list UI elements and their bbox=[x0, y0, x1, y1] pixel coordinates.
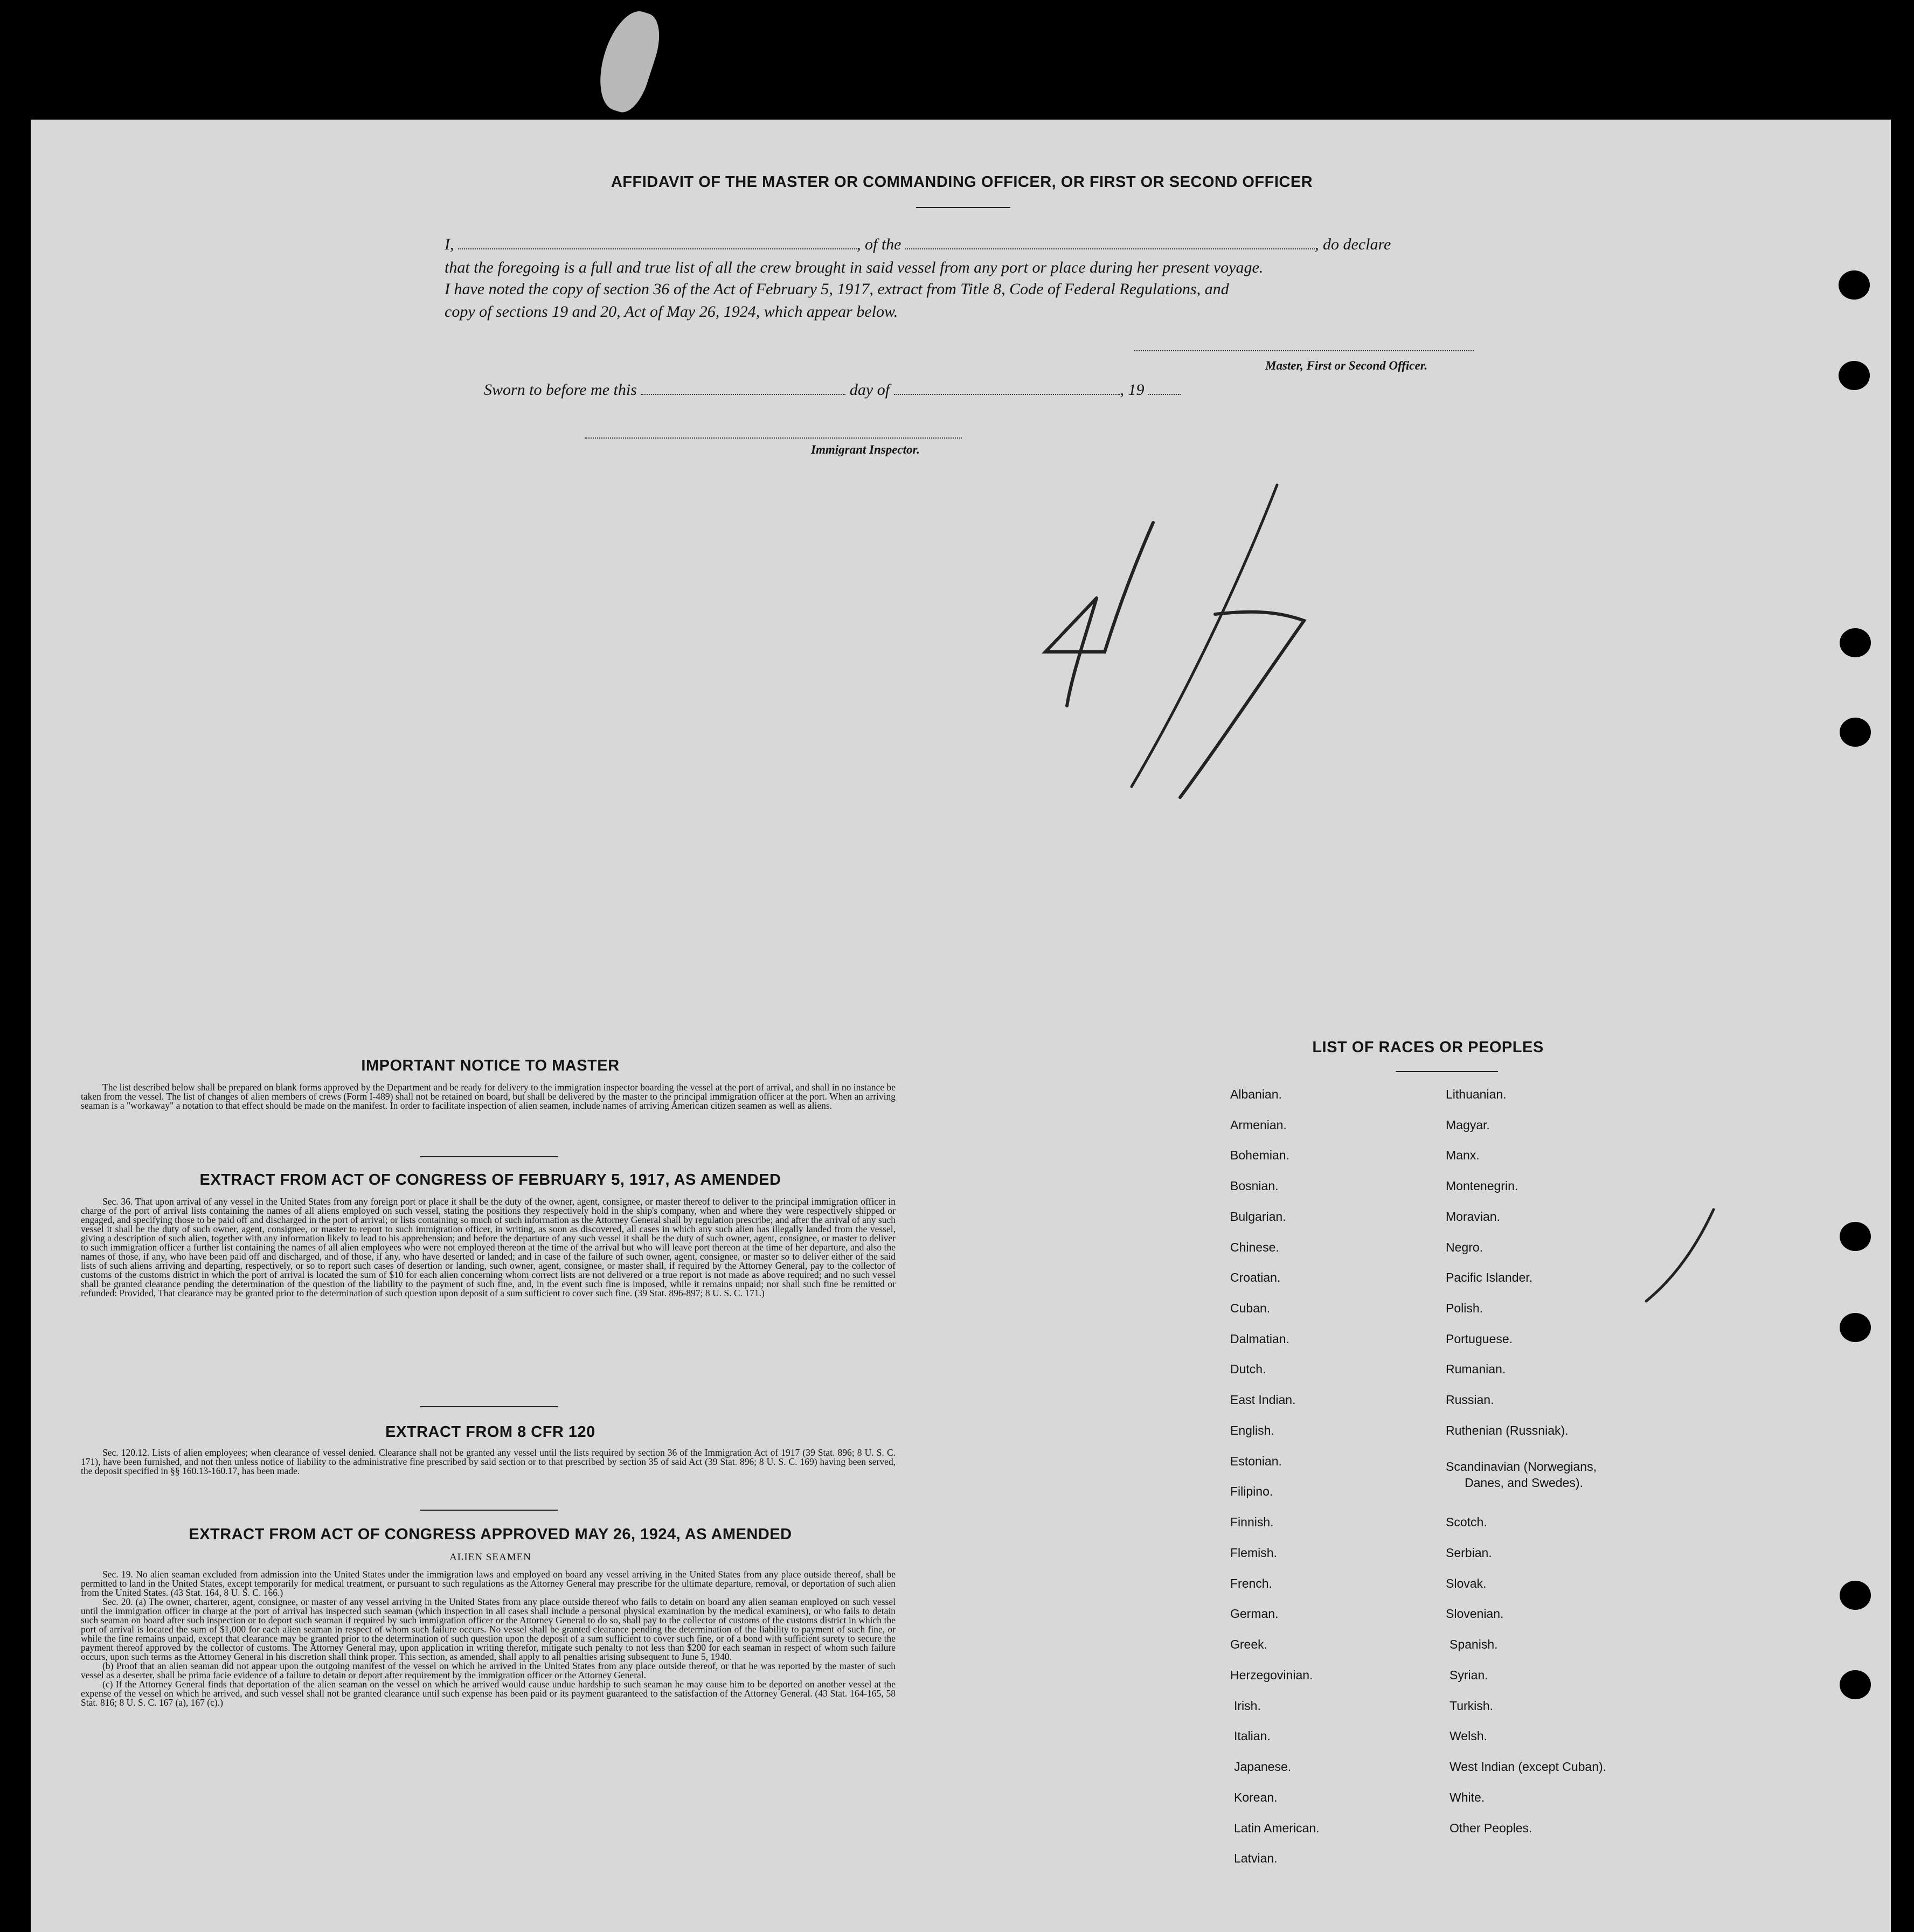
race-item: West Indian (except Cuban). bbox=[1450, 1760, 1607, 1774]
divider bbox=[1396, 1071, 1498, 1072]
race-item: Montenegrin. bbox=[1446, 1179, 1518, 1193]
race-item: Estonian. bbox=[1230, 1454, 1282, 1468]
race-item: Magyar. bbox=[1446, 1118, 1490, 1132]
race-item: German. bbox=[1230, 1607, 1279, 1621]
affidavit-line-4: copy of sections 19 and 20, Act of May 26, 1924, which appear below. bbox=[445, 303, 898, 321]
race-item: Latvian. bbox=[1234, 1851, 1278, 1865]
divider bbox=[916, 207, 1010, 208]
divider bbox=[420, 1406, 558, 1407]
race-item: Spanish. bbox=[1450, 1637, 1498, 1651]
race-item: Syrian. bbox=[1450, 1668, 1488, 1682]
affidavit-line-3: I have noted the copy of section 36 of the Act of February 5, 1917, extract from Title 8, Code of Federal Regulations, and bbox=[445, 280, 1229, 298]
punch-hole bbox=[1840, 718, 1871, 747]
race-item: Turkish. bbox=[1450, 1699, 1493, 1713]
race-item: Other Peoples. bbox=[1450, 1821, 1532, 1835]
extract-1917-paragraph: Sec. 36. That upon arrival of any vessel in the United States from any foreign port or place it shall be the duty of the owner, agent, consignee, or master thereof to deliver to the principal immigration officer in charge of the port of arrival lists containing the names of all aliens employed on such vessel, stating the positions they respectively hold in the ship's company, when and where they were respectively shipped or engaged, and specifying those to be paid off and discharged in the port of arrival; or lists containing so much of such information as the Attorney General shall by regulation prescribe; and after the arrival of any such vessel it shall be the duty of such owner, agent, consignee, or master to report to such immigration officer, in writing, as soon as discovered, all cases in which any such alien has illegally landed from the vessel, giving a description of such alien, together with any information likely to lead to his apprehension; and before the departure of any such vessel it shall be the duty of such owner, agent, consignee, or master to deliver to such immigration officer a further list containing the names of all alien employees who were not employed thereon at the time of the arrival but who will leave port thereon at the time of her departure, and also the names of those, if any, who have been paid off and discharged, and of those, if any, who have deserted or landed; and in case of the failure of such owner, agent, consignee, or master so to deliver either of the said lists of such aliens arriving and departing, respectively, or so to report such cases of desertion or landing, such owner, agent, consignee, or master shall, if required by the Attorney General, pay to the collector of customs of the customs district in which the port of arrival is located the sum of $10 for each alien concerning whom correct lists are not delivered or a true report is not made as above required; and no such vessel shall be granted clearance pending the determination of the question of the liability to the payment of such fine, and, in the event such fine is imposed, while it remains unpaid; nor shall such fine be remitted or refunded: Provided, That clearance may be granted prior to the determination of such question upon deposit of a sum sufficient to cover such fine. (39 Stat. 896-897; 8 U. S. C. 171.) bbox=[81, 1196, 896, 1298]
race-item: Japanese. bbox=[1234, 1760, 1292, 1774]
race-item: Bohemian. bbox=[1230, 1148, 1289, 1162]
day-of-label: day of bbox=[849, 381, 890, 399]
race-item: Korean. bbox=[1234, 1790, 1278, 1804]
sworn-line bbox=[484, 381, 1292, 399]
extract-1917-title: EXTRACT FROM ACT OF CONGRESS OF FEBRUARY 5, 1917, AS AMENDED bbox=[199, 1171, 781, 1189]
race-item: Chinese. bbox=[1230, 1240, 1279, 1254]
race-item: Albanian. bbox=[1230, 1087, 1282, 1101]
master-signature-line bbox=[1134, 350, 1474, 351]
race-item: French. bbox=[1230, 1576, 1272, 1590]
divider bbox=[420, 1510, 558, 1511]
extract-1924-paragraph-1: Sec. 19. No alien seaman excluded from admission into the United States under the immigration laws and employed on board any vessel arriving in the United States from any place outside thereof, shall be permitted to land in the United States, except temporarily for medical treatment, or pursuant to such regulations as the Attorney General may prescribe for the ultimate departure, removal, or deportation of such alien from the United States. (43 Stat. 164, 8 U. S. C. 166.) bbox=[81, 1569, 896, 1598]
race-item: Serbian. bbox=[1446, 1546, 1492, 1560]
race-item: Latin American. bbox=[1234, 1821, 1320, 1835]
race-item: Italian. bbox=[1234, 1729, 1271, 1743]
race-item: Manx. bbox=[1446, 1148, 1480, 1162]
extract-1924-paragraph-4: (c) If the Attorney General finds that deportation of the alien seaman on the vessel on which he arrived would cause undue hardship to such seaman he may cause him to be deported on another vessel at the expense of the vessel on which he arrived, and such vessel shall not be granted clearance until such expense has been paid or its payment guaranteed to the satisfaction of the Attorney General. (43 Stat. 164-165, 58 Stat. 816; 8 U. S. C. 167 (a), 167 (c).) bbox=[81, 1679, 896, 1708]
race-item: Bosnian. bbox=[1230, 1179, 1279, 1193]
race-item: English. bbox=[1230, 1423, 1274, 1437]
punch-hole bbox=[1839, 270, 1870, 300]
races-title: LIST OF RACES OR PEOPLES bbox=[1312, 1039, 1544, 1056]
extract-1924-subtitle: ALIEN SEAMEN bbox=[449, 1552, 531, 1563]
affidavit-i: I, bbox=[445, 235, 454, 253]
race-item: Scotch. bbox=[1446, 1515, 1487, 1529]
race-item: Irish. bbox=[1234, 1699, 1261, 1713]
punch-hole bbox=[1840, 628, 1871, 657]
extract-1917-text bbox=[81, 1197, 896, 1298]
race-item: Lithuanian. bbox=[1446, 1087, 1507, 1101]
race-item: Slovak. bbox=[1446, 1576, 1487, 1590]
punch-hole bbox=[1840, 1222, 1871, 1251]
affidavit-line-2: that the foregoing is a full and true list of all the crew brought in said vessel from any port or place during her present voyage. bbox=[445, 259, 1264, 276]
punch-hole bbox=[1840, 1581, 1871, 1610]
race-item: Rumanian. bbox=[1446, 1362, 1506, 1376]
affidavit-do-declare: , do declare bbox=[1315, 235, 1391, 253]
extract-1924-title: EXTRACT FROM ACT OF CONGRESS APPROVED MAY 26, 1924, AS AMENDED bbox=[189, 1526, 792, 1543]
race-item: Armenian. bbox=[1230, 1118, 1287, 1132]
affidavit-line-1 bbox=[445, 235, 1482, 254]
notice-paragraph: The list described below shall be prepared on blank forms approved by the Department and be ready for delivery to the immigration inspector boarding the vessel at the port of arrival, and shall in no instance be taken from the vessel. The list of changes of alien members of crews (Form I-489) shall not be retained on board, but shall be delivered by the master to the principal immigration officer at the port. When an arriving seaman is a "workaway" a notation to that effect should be made on the manifest. In order to facilitate inspection of alien seamen, include names of arriving American citizen seamen as well as aliens. bbox=[81, 1082, 896, 1111]
race-item: Dalmatian. bbox=[1230, 1332, 1289, 1346]
divider bbox=[420, 1156, 558, 1157]
race-item: White. bbox=[1450, 1790, 1485, 1804]
notice-title: IMPORTANT NOTICE TO MASTER bbox=[361, 1057, 620, 1074]
race-item: Finnish. bbox=[1230, 1515, 1274, 1529]
race-item: Bulgarian. bbox=[1230, 1210, 1286, 1224]
extract-cfr-paragraph: Sec. 120.12. Lists of alien employees; when clearance of vessel denied. Clearance shall not be granted any vessel until the lists required by section 36 of the Immigration Act of 1917 (39 Stat. 896; 8 U. S. C. 171), have been furnished, and not then unless notice of liability to the administrative fine prescribed by said section or to that prescribed by section 35 of said Act (39 Stat. 896; 8 U. S. C. 169) having been served, the deposit specified in §§ 160.13-160.17, has been made. bbox=[81, 1447, 896, 1476]
extract-1924-paragraph-2: Sec. 20. (a) The owner, charterer, agent, consignee, or master of any vessel arriving in the United States from any place outside thereof who fails to detain on board any alien seaman employed on such vessel until the immigration officer in charge at the port of arrival has inspected such seaman (which inspection in all cases shall include a personal physical examination by the medical examiners), or who fails to detain such seaman on board after such inspection or to deport such seaman if required by such immigration officer or the Attorney General to do so, shall pay to the collector of customs of the customs district in which the port of arrival is located the sum of $1,000 for each alien seaman in respect of whom such failure occurs. No vessel shall be granted clearance pending the determination of the liability to payment of such fine, or while the fine remains unpaid, except that clearance may be granted prior to the determination of such question upon the deposit of a sum sufficient to cover such fine, or of a bond with sufficient surety to secure the payment thereof approved by the collector of customs. The Attorney General may, upon application in writing therefor, mitigate such penalty to not less than $200 for each seaman in respect of whom such failure occurs, upon such terms as the Attorney General in his discretion shall think proper. This section, as amended, shall apply to all penalties arising subsequent to June 5, 1940. bbox=[81, 1596, 896, 1662]
extract-cfr-title: EXTRACT FROM 8 CFR 120 bbox=[385, 1423, 595, 1441]
race-item: Portuguese. bbox=[1446, 1332, 1513, 1346]
race-item: Polish. bbox=[1446, 1301, 1483, 1315]
inspector-signature-line bbox=[585, 437, 962, 439]
race-item: Pacific Islander. bbox=[1446, 1270, 1533, 1284]
race-item: Danes, and Swedes). bbox=[1465, 1476, 1583, 1490]
race-item: Scandinavian (Norwegians, bbox=[1446, 1460, 1597, 1474]
affidavit-of-the: , of the bbox=[857, 235, 901, 253]
race-item: Ruthenian (Russniak). bbox=[1446, 1423, 1569, 1437]
race-item: Croatian. bbox=[1230, 1270, 1281, 1284]
race-item: Welsh. bbox=[1450, 1729, 1487, 1743]
race-item: East Indian. bbox=[1230, 1393, 1296, 1407]
notice-text bbox=[81, 1083, 896, 1110]
race-item: Filipino. bbox=[1230, 1484, 1273, 1498]
smudge bbox=[589, 4, 668, 117]
race-item: Herzegovinian. bbox=[1230, 1668, 1313, 1682]
affidavit-title: AFFIDAVIT OF THE MASTER OR COMMANDING OFFICER, OR FIRST OR SECOND OFFICER bbox=[611, 173, 1313, 191]
race-item: Slovenian. bbox=[1446, 1607, 1504, 1621]
punch-hole bbox=[1840, 1313, 1871, 1342]
race-item: Dutch. bbox=[1230, 1362, 1266, 1376]
race-item: Flemish. bbox=[1230, 1546, 1277, 1560]
race-item: Greek. bbox=[1230, 1637, 1268, 1651]
race-item: Negro. bbox=[1446, 1240, 1483, 1254]
sworn-label: Sworn to before me this bbox=[484, 381, 637, 399]
race-item: Russian. bbox=[1446, 1393, 1494, 1407]
handwritten-mark bbox=[1638, 1201, 1724, 1309]
inspector-signature-label: Immigrant Inspector. bbox=[811, 443, 920, 456]
race-item: Cuban. bbox=[1230, 1301, 1271, 1315]
master-signature-label: Master, First or Second Officer. bbox=[1265, 359, 1428, 372]
punch-hole bbox=[1839, 361, 1870, 390]
year-label: , 19 bbox=[1120, 381, 1145, 399]
extract-cfr-text bbox=[81, 1448, 896, 1476]
handwritten-4-7 bbox=[1024, 474, 1374, 808]
race-item: Moravian. bbox=[1446, 1210, 1500, 1224]
punch-hole bbox=[1840, 1670, 1871, 1699]
extract-1924-paragraph-3: (b) Proof that an alien seaman did not appear upon the outgoing manifest of the vessel on which he arrived in the United States from any place outside thereof, or that he was reported by the master of such vessel as a deserter, shall be prima facie evidence of a failure to detain or deport after requirement by the immigration officer or the Attorney General. bbox=[81, 1660, 896, 1680]
extract-1924-text bbox=[81, 1570, 896, 1707]
